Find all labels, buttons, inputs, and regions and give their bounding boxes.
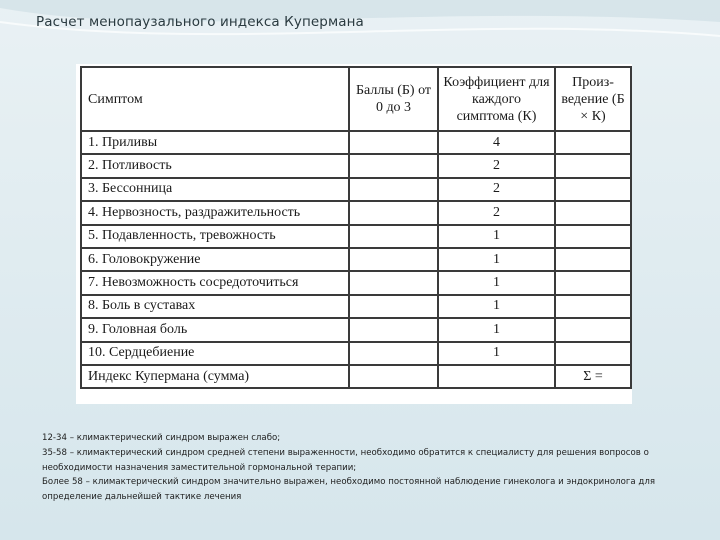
score-cell [349,131,438,154]
coefficient-cell: 2 [438,154,555,177]
header-symptom: Симптом [81,67,349,131]
coefficient-cell: 1 [438,318,555,341]
slide-title: Расчет менопаузального индекса Купермана [36,14,364,30]
table-row [81,342,631,365]
notes-block [42,431,682,505]
score-cell [349,178,438,201]
coefficient-cell: 2 [438,201,555,224]
symptom-cell: 9. Головная боль [81,318,349,341]
symptom-cell: 1. Приливы [81,131,349,154]
score-cell [349,248,438,271]
score-cell [349,342,438,365]
symptom-cell: 8. Боль в суставах [81,295,349,318]
kupperman-index-table [80,66,632,389]
header-score: Баллы (Б) от 0 до 3 [349,67,438,131]
note-severe: Более 58 – климактерический синдром значительно выражен, необходимо постоянной наблюдение гинеколога и эндокринолога для определение дальнейшей тактике лечения [42,477,655,503]
symptom-cell: 3. Бессонница [81,178,349,201]
symptom-cell: 2. Потливость [81,154,349,177]
table-row [81,154,631,177]
score-cell [349,271,438,294]
table-row [81,248,631,271]
score-cell [349,201,438,224]
product-cell [555,178,631,201]
symptom-cell: 6. Головокружение [81,248,349,271]
header-product: Произ-ведение (Б × К) [555,67,631,131]
coefficient-cell: 2 [438,178,555,201]
footer-sum: Σ = [555,365,631,388]
symptom-cell: 10. Сердцебиение [81,342,349,365]
symptom-cell: 7. Невозможность сосредоточиться [81,271,349,294]
symptom-cell: 4. Нервозность, раздражительность [81,201,349,224]
table-row [81,295,631,318]
score-cell [349,154,438,177]
table-footer-row [81,365,631,388]
product-cell [555,225,631,248]
product-cell [555,154,631,177]
table-header-row [81,67,631,131]
table-row [81,318,631,341]
coefficient-cell: 4 [438,131,555,154]
kupperman-table-image [76,64,632,404]
decorative-swoosh [0,0,720,60]
footer-score-cell [349,365,438,388]
symptom-cell: 5. Подавленность, тревожность [81,225,349,248]
coefficient-cell: 1 [438,225,555,248]
header-coefficient: Коэффициент для каждого симптома (К) [438,67,555,131]
note-moderate: 35-58 – климактерический синдром средней степени выраженности, необходимо обратится к специалисту для решения вопросов о необходимости назначения заместительной гормональной терапии; [42,447,649,473]
table-row [81,201,631,224]
product-cell [555,201,631,224]
product-cell [555,318,631,341]
footer-label: Индекс Купермана (сумма) [81,365,349,388]
coefficient-cell: 1 [438,342,555,365]
score-cell [349,225,438,248]
product-cell [555,342,631,365]
score-cell [349,295,438,318]
product-cell [555,295,631,318]
product-cell [555,131,631,154]
note-mild: 12-34 – климактерический синдром выражен слабо; [42,433,281,443]
table-row [81,271,631,294]
table-row [81,131,631,154]
product-cell [555,248,631,271]
coefficient-cell: 1 [438,248,555,271]
product-cell [555,271,631,294]
coefficient-cell: 1 [438,271,555,294]
table-row [81,178,631,201]
footer-coef-cell [438,365,555,388]
coefficient-cell: 1 [438,295,555,318]
table-row [81,225,631,248]
score-cell [349,318,438,341]
